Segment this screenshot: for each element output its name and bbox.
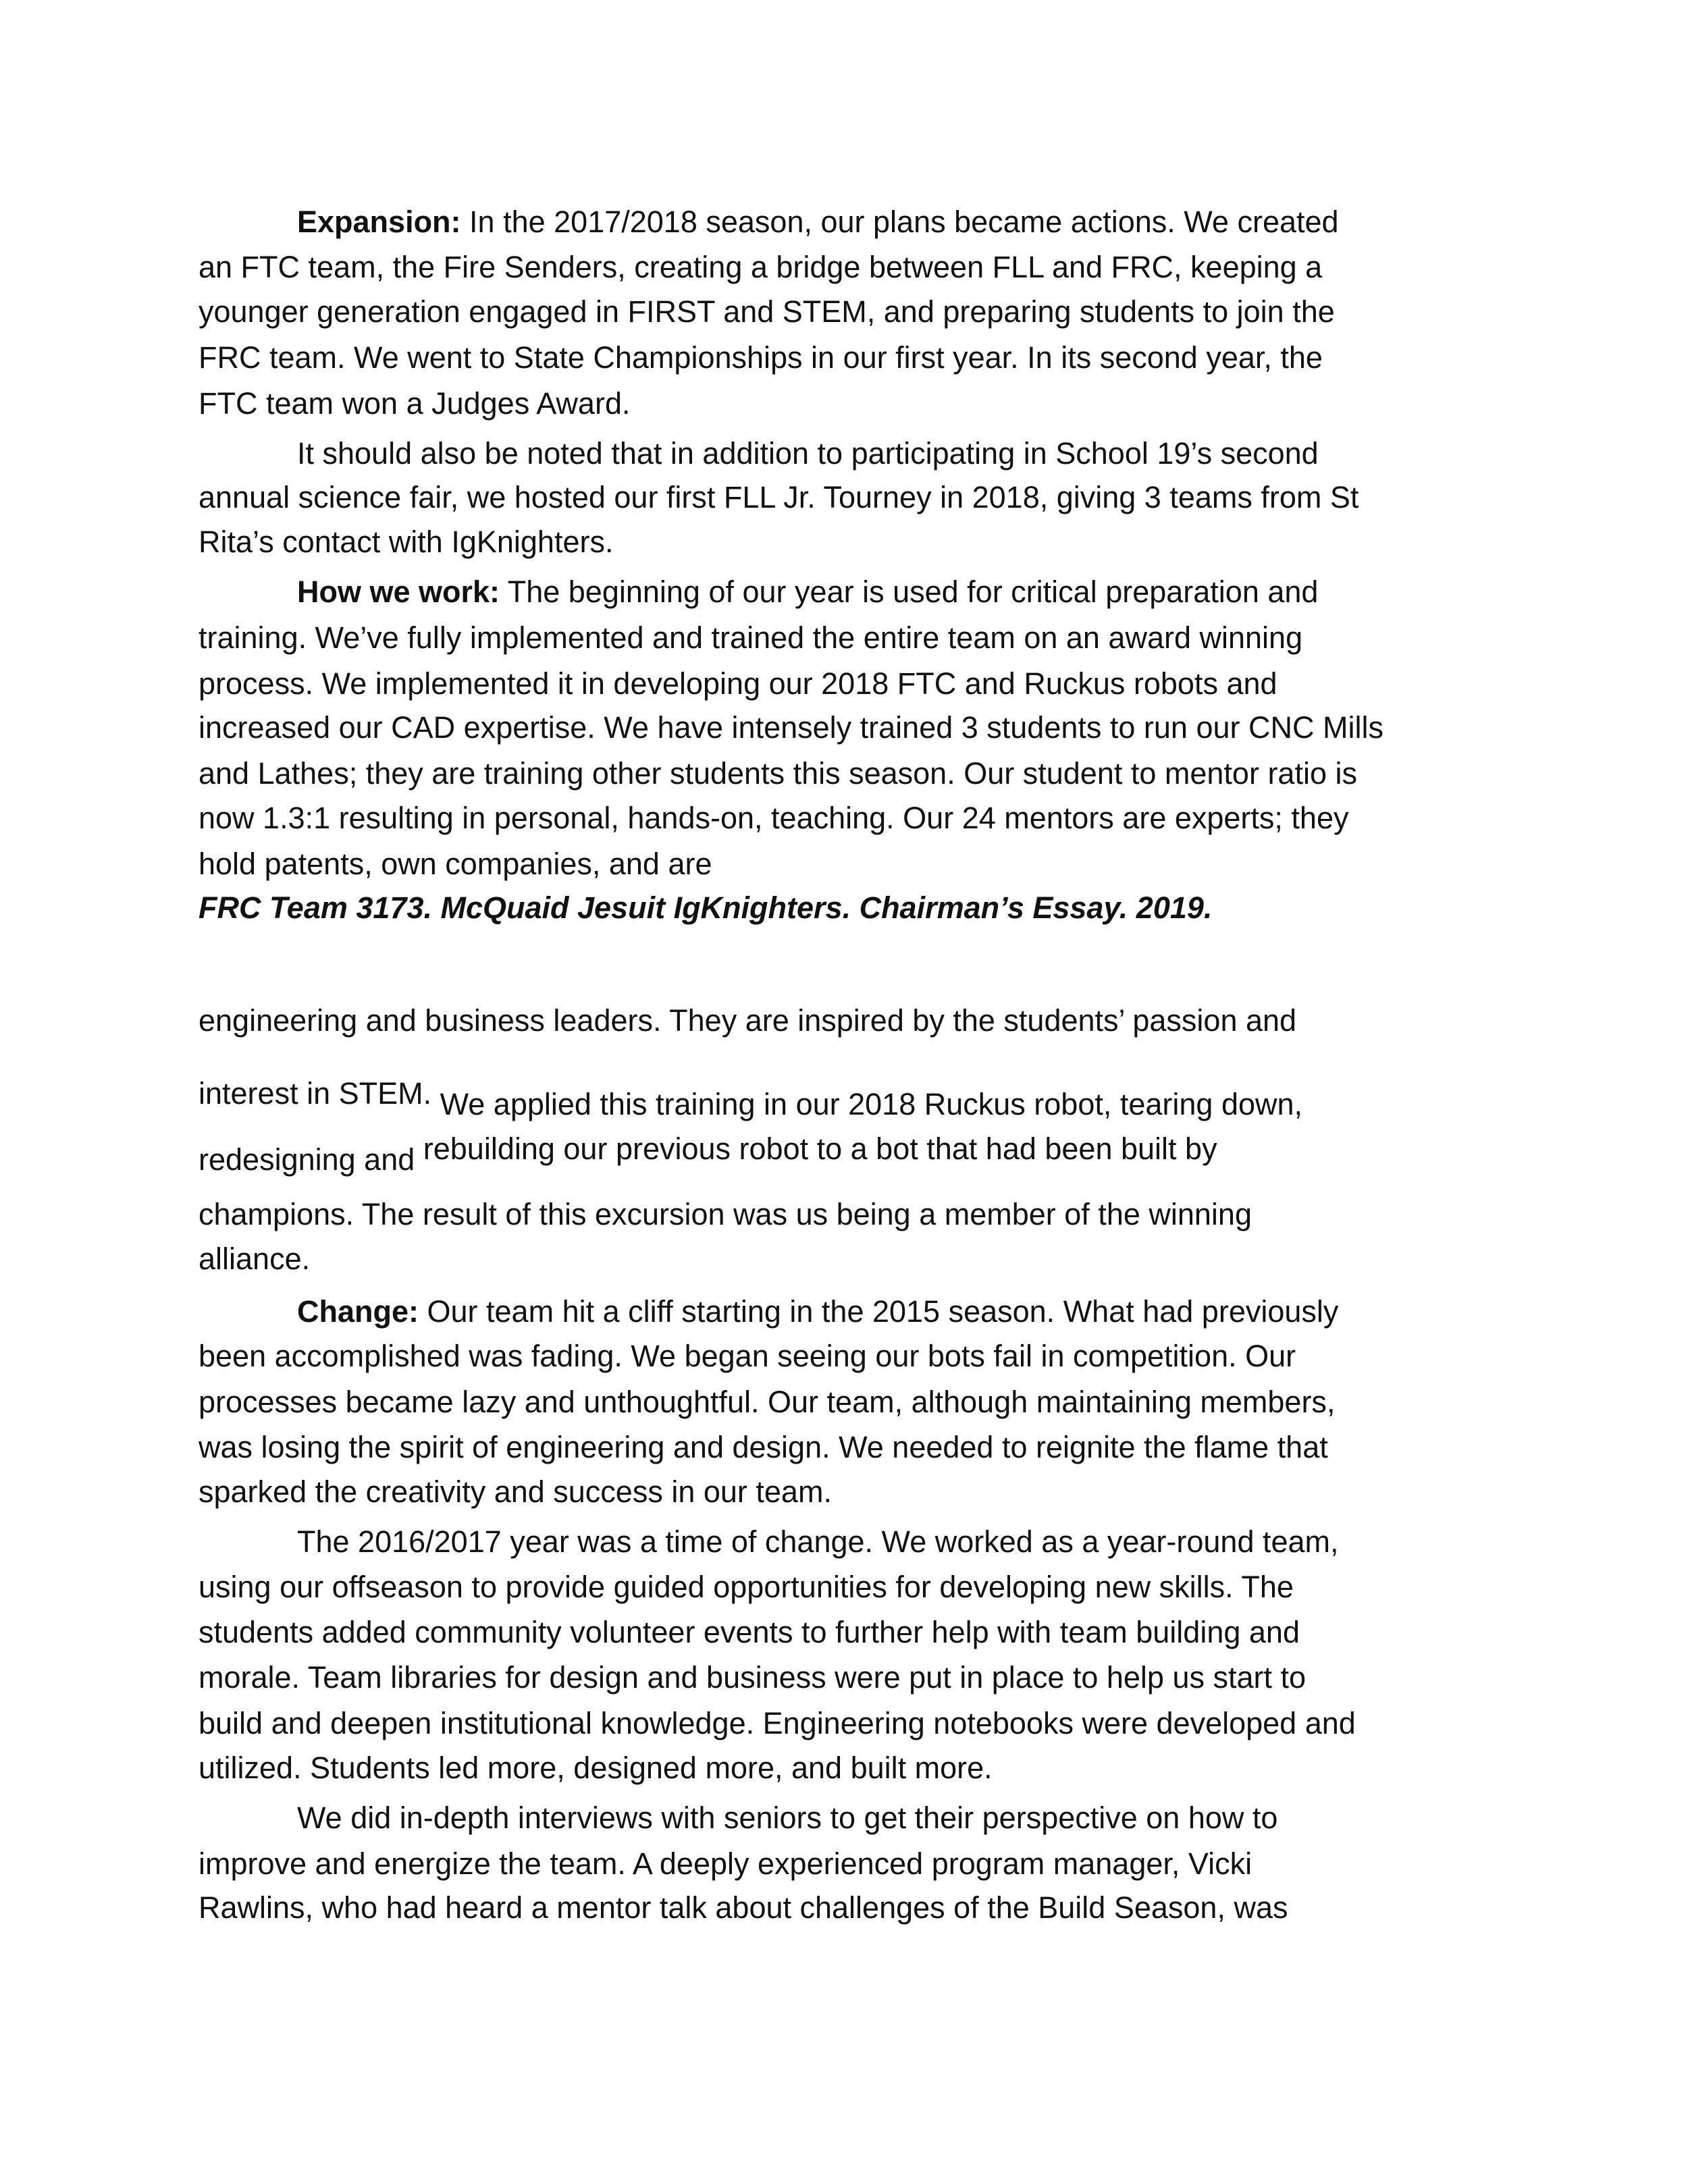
body-text: improve and energize the team. A deeply experienced program manager, Vicki [199, 1846, 1252, 1881]
body-text: hold patents, own companies, and are [199, 847, 712, 881]
body-text: alliance. [199, 1242, 311, 1276]
text-line [199, 479, 1359, 516]
text-line [199, 755, 1357, 793]
essay-citation [199, 889, 1212, 927]
text-line [199, 293, 1335, 331]
text-line [199, 1240, 310, 1278]
text-line [199, 1889, 1288, 1927]
body-text: redesigning and [199, 1142, 415, 1177]
text-line [297, 435, 1319, 473]
text-line [199, 1705, 1356, 1742]
body-text: training. We’ve fully implemented and trained the entire team on an award winning [199, 620, 1303, 655]
text-line [199, 1337, 1296, 1375]
body-text: now 1.3:1 resulting in personal, hands-on, teaching. Our 24 mentors are experts; they [199, 801, 1349, 835]
text-line [297, 573, 1318, 611]
body-text: been accomplished was fading. We began seeing our bots fail in competition. Our [199, 1339, 1296, 1373]
body-text: The 2016/2017 year was a time of change. We worked as a year-round team, [297, 1524, 1339, 1559]
text-line [199, 709, 1383, 747]
body-text: and Lathes; they are training other students this season. Our student to mentor ratio is [199, 756, 1357, 791]
body-text: build and deepen institutional knowledge. Engineering notebooks were developed and [199, 1706, 1356, 1740]
text-line [199, 619, 1302, 657]
section-heading: How we work: [297, 575, 500, 609]
body-text-continued: We applied this training in our 2018 Ruckus robot, tearing down, [431, 1087, 1303, 1121]
body-text: morale. Team libraries for design and business were put in place to help us start to [199, 1660, 1307, 1695]
body-text: using our offseason to provide guided opportunities for developing new skills. The [199, 1570, 1294, 1604]
body-text: annual science fair, we hosted our first FLL Jr. Tourney in 2018, giving 3 teams from St [199, 480, 1359, 514]
text-line [297, 1293, 1338, 1331]
text-line [297, 1523, 1339, 1561]
body-text: We did in-depth interviews with seniors to get their perspective on how to [297, 1801, 1278, 1835]
body-text: Rawlins, who had heard a mentor talk about challenges of the Build Season, was [199, 1890, 1288, 1925]
body-text: engineering and business leaders. They are inspired by the students’ passion and [199, 1003, 1297, 1038]
body-text: sparked the creativity and success in our team. [199, 1474, 832, 1509]
body-text: was losing the spirit of engineering and design. We needed to reignite the flame that [199, 1430, 1328, 1464]
text-line [199, 385, 630, 423]
text-line [199, 1749, 993, 1787]
text-line [199, 1473, 832, 1511]
body-text: an FTC team, the Fire Senders, creating a bridge between FLL and FRC, keeping a [199, 250, 1323, 284]
text-line [199, 799, 1348, 837]
text-line [199, 1196, 1252, 1233]
body-text: Rita’s contact with IgKnighters. [199, 525, 614, 559]
section-heading: Change: [297, 1294, 419, 1329]
text-line [199, 1614, 1300, 1651]
text-line [297, 203, 1339, 241]
text-line [199, 1075, 1303, 1121]
text-line [199, 1131, 1217, 1179]
text-line [199, 339, 1323, 377]
body-text: increased our CAD expertise. We have intensely trained 3 students to run our CNC Mills [199, 710, 1383, 745]
body-text: In the 2017/2018 season, our plans became actions. We created [460, 205, 1339, 239]
citation-text: FRC Team 3173. McQuaid Jesuit IgKnighters. Chairman’s Essay. 2019. [199, 890, 1213, 925]
text-line [199, 1568, 1294, 1606]
text-line [199, 523, 613, 561]
text-line [199, 845, 712, 883]
text-line [297, 1799, 1277, 1837]
text-line [199, 1383, 1335, 1421]
body-text: utilized. Students led more, designed more, and built more. [199, 1751, 993, 1785]
text-line [199, 665, 1277, 703]
body-text: The beginning of our year is used for critical preparation and [500, 575, 1319, 609]
text-line [199, 1002, 1296, 1040]
body-text: champions. The result of this excursion was us being a member of the winning [199, 1197, 1252, 1231]
body-text: Our team hit a cliff starting in the 2015 season. What had previously [419, 1294, 1339, 1329]
body-text: FRC team. We went to State Championships in our first year. In its second year, the [199, 340, 1323, 375]
body-text: students added community volunteer events to further help with team building and [199, 1615, 1300, 1649]
text-line [199, 1845, 1252, 1883]
body-text: It should also be noted that in addition to participating in School 19’s second [297, 436, 1319, 471]
body-text: younger generation engaged in FIRST and STEM, and preparing students to join the [199, 294, 1335, 329]
body-text: FTC team won a Judges Award. [199, 386, 631, 421]
body-text: processes became lazy and unthoughtful. Our team, although maintaining members, [199, 1385, 1336, 1419]
body-text: interest in STEM. [199, 1076, 432, 1111]
body-text-continued: rebuilding our previous robot to a bot that had been built by [415, 1131, 1217, 1166]
text-line [199, 1429, 1328, 1466]
section-heading: Expansion: [297, 205, 461, 239]
text-line [199, 248, 1322, 286]
text-line [199, 1659, 1306, 1697]
body-text: process. We implemented it in developing our 2018 FTC and Ruckus robots and [199, 666, 1277, 701]
